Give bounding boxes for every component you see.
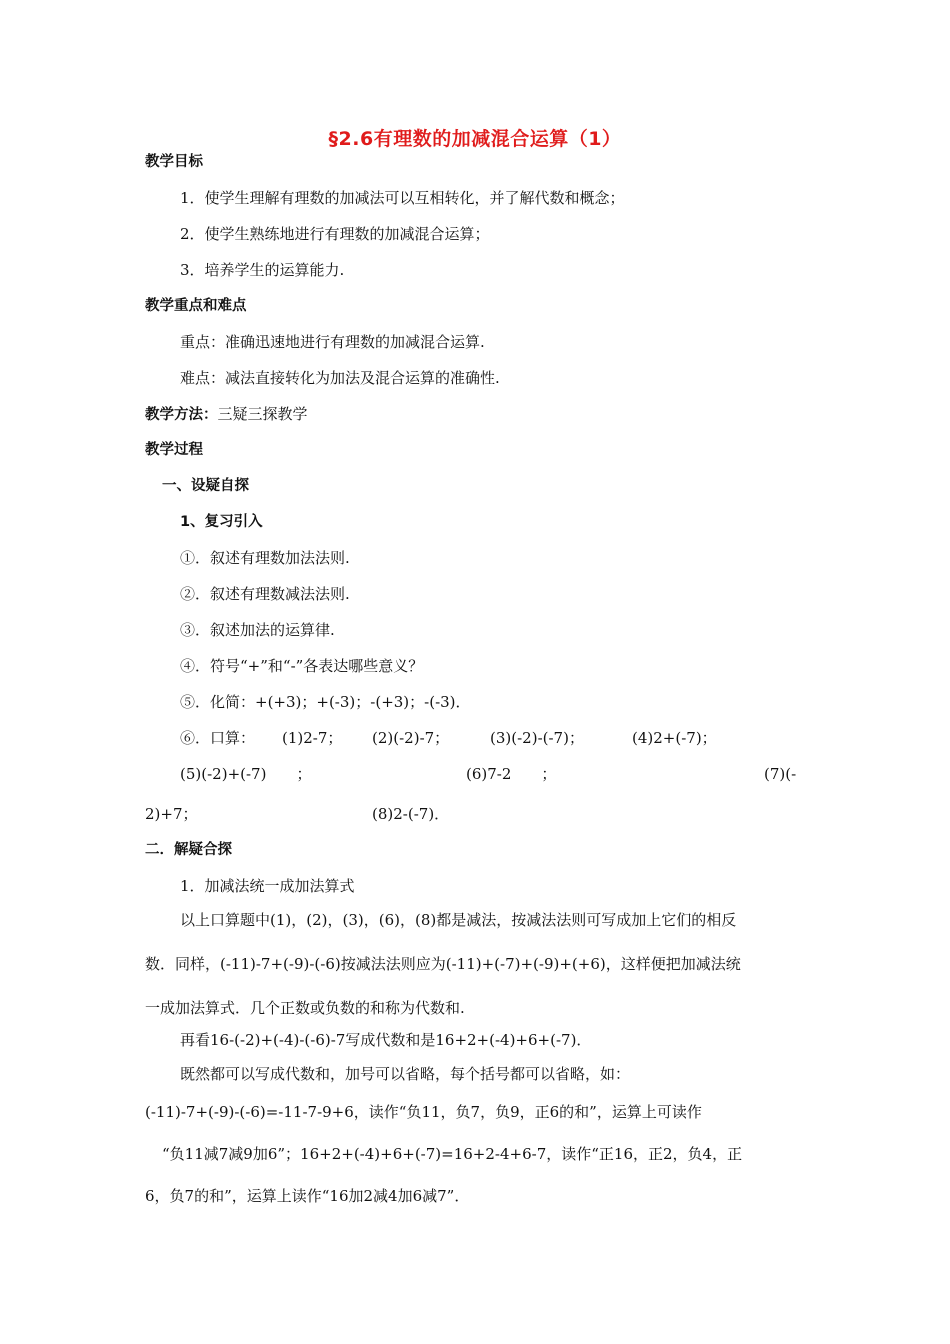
paragraph-3-line-4: 6，负7的和”，运算上读作“16加2减4加6减7”． <box>145 1187 470 1205</box>
heading-part-1: 一、设疑自探 <box>162 478 249 494</box>
subheading-review: 1、复习引入 <box>180 514 263 530</box>
question-5: ⑤．化简：+(+3)；+(-3)；-(+3)；-(-3)． <box>180 693 471 711</box>
oral-calc-7-part-1: (7)(- <box>764 765 797 783</box>
question-3: ③．叙述加法的运算律. <box>180 621 335 639</box>
oral-calc-7-part-2: 2)+7； <box>145 805 198 823</box>
oral-calc-6: (6)7-2 ； <box>466 765 557 783</box>
oral-calc-3: (3)(-2)-(-7)； <box>490 729 584 747</box>
teaching-method-label: 教学方法： <box>145 407 218 423</box>
question-6-lead: ⑥．口算： <box>180 729 256 747</box>
question-2: ②．叙述有理数减法法则. <box>180 585 350 603</box>
oral-calc-4: (4)2+(-7)； <box>632 729 717 747</box>
goal-item-3: 3．培养学生的运算能力. <box>180 261 345 279</box>
paragraph-1-line-1: 以上口算题中(1)，(2)，(3)，(6)，(8)都是减法，按减法法则可写成加上它们的相反 <box>180 911 737 929</box>
paragraph-3-line-3: “负11减7减9加6”；16+2+(-4)+6+(-7)=16+2-4+6-7，读作“正16，正2，负4，正 <box>162 1145 743 1163</box>
paragraph-3-line-2: (-11)-7+(-9)-(-6)=-11-7-9+6，读作“负11，负7，负9，正6的和”，运算上可读作 <box>145 1103 702 1121</box>
oral-calc-1: (1)2-7； <box>282 729 343 747</box>
subheading-unify: 1．加减法统一成加法算式 <box>180 877 355 895</box>
oral-calc-8: (8)2-(-7)． <box>372 805 450 823</box>
heading-key-difficult: 教学重点和难点 <box>145 298 247 314</box>
heading-teaching-process: 教学过程 <box>145 442 203 458</box>
teaching-method <box>145 404 308 425</box>
difficult-point: 难点：减法直接转化为加法及混合运算的准确性. <box>180 369 500 387</box>
paragraph-1-line-3: 一成加法算式．几个正数或负数的和称为代数和. <box>145 999 465 1017</box>
oral-calc-5: (5)(-2)+(-7) ； <box>180 765 312 783</box>
question-1: ①．叙述有理数加法法则. <box>180 549 350 567</box>
paragraph-3-line-1: 既然都可以写成代数和，加号可以省略，每个括号都可以省略，如： <box>180 1065 631 1083</box>
page-title: §2.6有理数的加减混合运算（1） <box>328 128 622 150</box>
paragraph-1-line-2: 数．同样，(-11)-7+(-9)-(-6)按减法法则应为(-11)+(-7)+(-9)+(+6)，这样便把加减法统 <box>145 955 741 973</box>
oral-calc-2: (2)(-2)-7； <box>372 729 450 747</box>
heading-teaching-goals: 教学目标 <box>145 154 203 170</box>
question-4: ④．符号“+”和“-”各表达哪些意义？ <box>180 657 424 675</box>
teaching-method-value: 三疑三探教学 <box>217 405 308 423</box>
key-point: 重点：准确迅速地进行有理数的加减混合运算. <box>180 333 485 351</box>
heading-part-2: 二．解疑合探 <box>145 842 232 858</box>
goal-item-1: 1．使学生理解有理数的加减法可以互相转化，并了解代数和概念； <box>180 189 625 207</box>
paragraph-2: 再看16-(-2)+(-4)-(-6)-7写成代数和是16+2+(-4)+6+(-7)． <box>180 1031 592 1049</box>
goal-item-2: 2．使学生熟练地进行有理数的加减混合运算； <box>180 225 490 243</box>
